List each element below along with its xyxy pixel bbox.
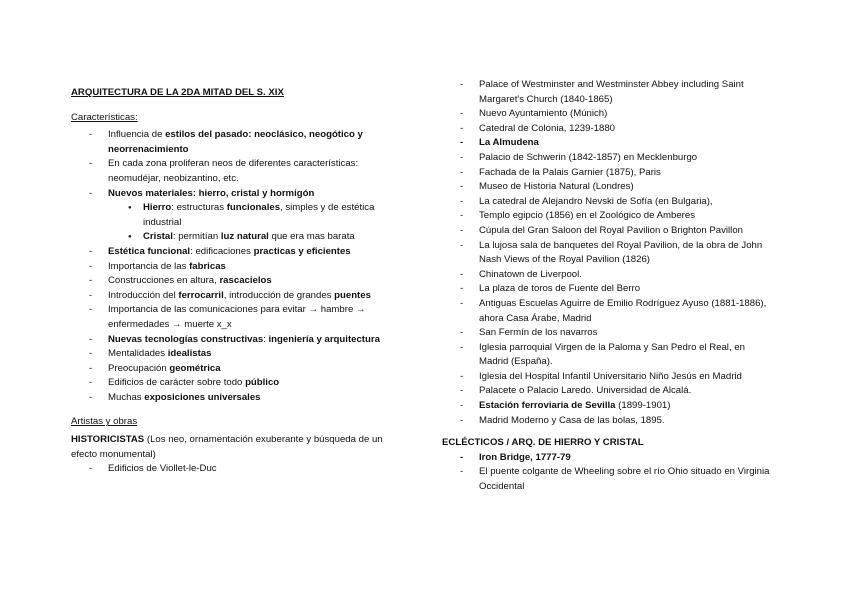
list-item: - Edificios de carácter sobre todo público xyxy=(71,376,391,391)
list-item: - Catedral de Colonia, 1239-1880 xyxy=(442,122,772,137)
list-item: - San Fermín de los navarros xyxy=(442,326,772,341)
historicistas-list xyxy=(71,462,391,477)
list-item: - Nuevas tecnologías constructivas: ingeniería y arquitectura xyxy=(71,333,391,348)
right-column xyxy=(442,78,772,495)
list-item: - Templo egipcio (1856) en el Zoológico de Amberes xyxy=(442,209,772,224)
materiales-sublist xyxy=(71,201,391,245)
page-title: ARQUITECTURA DE LA 2DA MITAD DEL S. XIX xyxy=(71,87,284,98)
list-item: - Iglesia del Hospital Infantil Universitario Niño Jesús en Madrid xyxy=(442,370,772,385)
sub-list-item: ● Hierro: estructuras funcionales, simples y de estética industrial xyxy=(71,201,391,230)
list-item: - Influencia de estilos del pasado: neoclásico, neogótico y neorrenacimiento xyxy=(71,128,391,157)
list-item: - Palace of Westminster and Westminster Abbey including Saint Margaret's Church (1840-1865) xyxy=(442,78,772,107)
list-item: - Iglesia parroquial Virgen de la Paloma y San Pedro el Real, en Madrid (España). xyxy=(442,341,772,370)
list-item: - La lujosa sala de banquetes del Royal Pavilion, de la obra de John Nash Views of the Royal Pavilion (1826) xyxy=(442,239,772,268)
artistas-heading: Artistas y obras xyxy=(71,416,138,428)
list-item: - Museo de Historia Natural (Londres) xyxy=(442,180,772,195)
sub-list-item: ● Cristal: permitían luz natural que era mas barata xyxy=(71,230,391,245)
caracteristicas-list xyxy=(71,128,391,201)
list-item: - Muchas exposiciones universales xyxy=(71,391,391,406)
list-item: - Estética funcional: edificaciones practicas y eficientes xyxy=(71,245,391,260)
list-item: - El puente colgante de Wheeling sobre el río Ohio situado en Virginia Occidental xyxy=(442,465,772,494)
obras-list xyxy=(442,78,772,428)
left-column xyxy=(71,78,391,477)
list-item: - Nuevos materiales: hierro, cristal y hormigón xyxy=(71,187,391,202)
list-item: - Importancia de las comunicaciones para evitar → hambre → enfermedades → muerte x_x xyxy=(71,303,391,332)
list-item: - La catedral de Alejandro Nevski de Sofía (en Bulgaria), xyxy=(442,195,772,210)
eclecticos-list xyxy=(442,451,772,495)
list-item: - Nuevo Ayuntamiento (Múnich) xyxy=(442,107,772,122)
eclecticos-heading: ECLÉCTICOS / ARQ. DE HIERRO Y CRISTAL xyxy=(442,437,644,449)
list-item: - Madrid Moderno y Casa de las bolas, 1895. xyxy=(442,414,772,429)
list-item: - En cada zona proliferan neos de diferentes características: neomudéjar, neobizantino, etc. xyxy=(71,157,391,186)
list-item: - Importancia de las fabricas xyxy=(71,260,391,275)
list-item: - Chinatown de Liverpool. xyxy=(442,268,772,283)
list-item: - Iron Bridge, 1777-79 xyxy=(442,451,772,466)
list-item: - Estación ferroviaria de Sevilla (1899-1901) xyxy=(442,399,772,414)
list-item: - Edificios de Viollet-le-Duc xyxy=(71,462,391,477)
historicistas-paragraph: HISTORICISTAS (Los neo, ornamentación exuberante y búsqueda de un efecto monumental) xyxy=(71,434,383,460)
list-item: - Preocupación geométrica xyxy=(71,362,391,377)
caracteristicas-heading: Características: xyxy=(71,111,138,123)
list-item: - Fachada de la Palais Garnier (1875), Paris xyxy=(442,166,772,181)
list-item: - Cúpula del Gran Saloon del Royal Pavilion o Brighton Pavillon xyxy=(442,224,772,239)
list-item: - Antiguas Escuelas Aguirre de Emilio Rodríguez Ayuso (1881-1886), ahora Casa Árabe, Madrid xyxy=(442,297,772,326)
list-item: - Construcciones en altura, rascacielos xyxy=(71,274,391,289)
list-item: - Palacio de Schwerin (1842-1857) en Mecklenburgo xyxy=(442,151,772,166)
list-item: - Mentalidades idealistas xyxy=(71,347,391,362)
list-item: - La plaza de toros de Fuente del Berro xyxy=(442,282,772,297)
list-item: - La Almudena xyxy=(442,136,772,151)
list-item: - Palacete o Palacio Laredo. Universidad de Alcalá. xyxy=(442,384,772,399)
caracteristicas-list-continued xyxy=(71,245,391,406)
list-item: - Introducción del ferrocarril, introducción de grandes puentes xyxy=(71,289,391,304)
